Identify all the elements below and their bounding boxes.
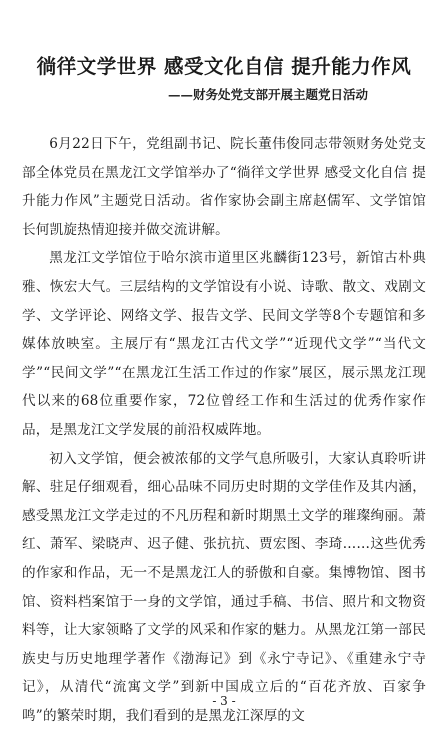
- document-title: 徜徉文学世界 感受文化自信 提升能力作风: [36, 55, 412, 78]
- document-body: [22, 130, 426, 730]
- paragraph-1: 6月22日下午，党组副书记、院长董伟俊同志带领财务处党支部全体党员在黑龙江文学馆举办了“徜徉文学世界 感受文化自信 提升能力作风”主题党日活动。省作家协会副主席赵儒军、文学馆馆长何凯旋热情迎接并做交流讲解。: [22, 136, 426, 238]
- paragraph-3: 初入文学馆，便会被浓郁的文学气息所吸引，大家认真聆听讲解、驻足仔细观看，细心品味不同历史时期的文学佳作及其内涵，感受黑龙江文学走过的不凡历程和新时期黑土文学的璀璨绚丽。萧红、萧军、梁晓声、迟子健、张抗抗、贾宏图、李琦……这些优秀的作家和作品，无一不是黑龙江人的骄傲和自豪。集博物馆、图书馆、资料档案馆于一身的文学馆，通过手稿、书信、照片和文物资料等，让大家领略了文学的风采和作家的魅力。从黑龙江第一部民族史与历史地理学著作《渤海记》到《永宁寺记》、《重建永宁寺记》，从清代“流寓文学”到新中国成立后的“百花齐放、百家争鸣”的繁荣时期，我们看到的是黑龙江深厚的文: [22, 450, 426, 724]
- document-subtitle: ——财务处党支部开展主题党日活动: [167, 87, 368, 102]
- page-number: - 3 -: [212, 694, 236, 708]
- paragraph-2: 黑龙江文学馆位于哈尔滨市道里区兆麟街123号，新馆古朴典雅、恢宏大气。三层结构的文学馆设有小说、诗歌、散文、戏剧文学、文学评论、网络文学、报告文学、民间文学等8个专题馆和多媒体放映室。主展厅有“黑龙江古代文学”“近现代文学”“当代文学”“民间文学”“在黑龙江生活工作过的作家”展区，展示黑龙江现代以来的68位重要作家，72位曾经工作和生活过的优秀作家作品，是黑龙江文学发展的前沿权威阵地。: [22, 250, 426, 438]
